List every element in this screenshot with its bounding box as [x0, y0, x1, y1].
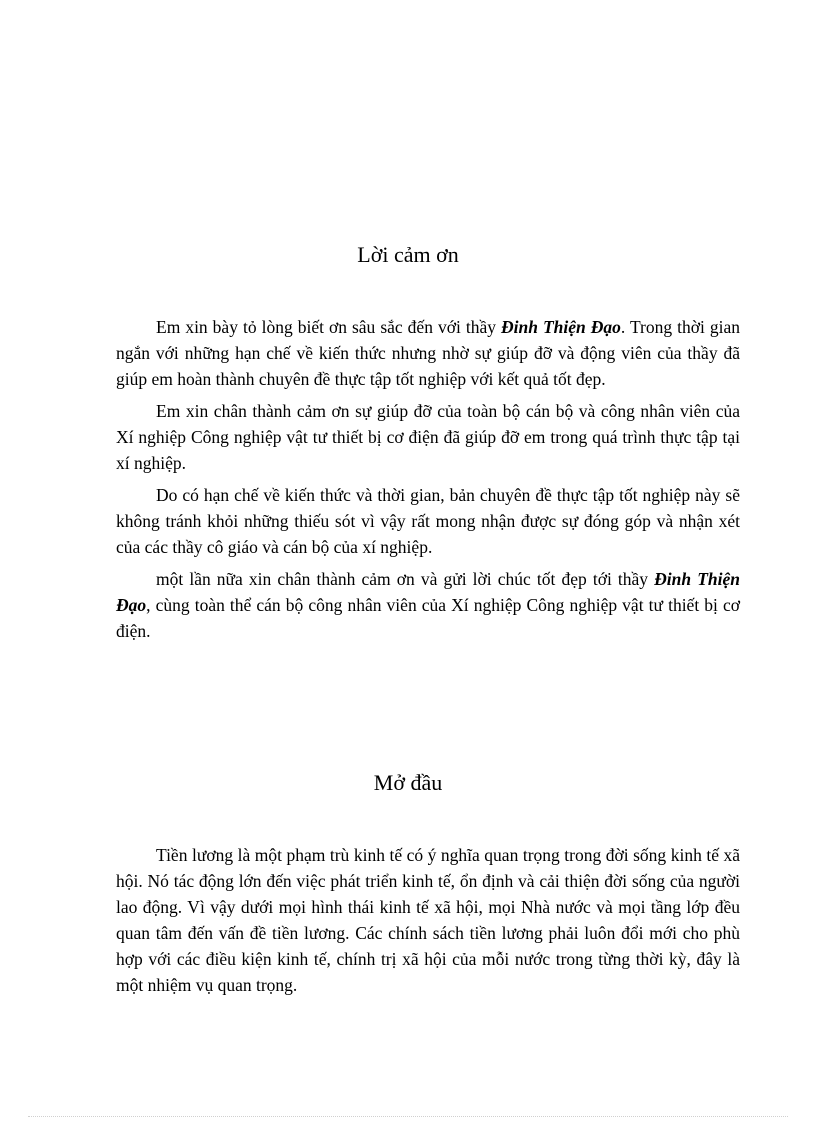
acknowledgement-paragraph-3: Do có hạn chế về kiến thức và thời gian, bản chuyên đề thực tập tốt nghiệp này sẽ không tránh khỏi những thiếu sót vì vậy rất mong nhận được sự đóng góp và nhận xét của các thầy cô giáo và cán bộ của xí nghiệp. — [116, 485, 740, 557]
paragraph-text: Em xin bày tỏ lòng biết ơn sâu sắc đến với thầy — [156, 317, 501, 337]
paragraph-text: , cùng toàn thể cán bộ công nhân viên của Xí nghiệp Công nghiệp vật tư thiết bị cơ điện. — [116, 595, 740, 641]
acknowledgement-section — [116, 314, 740, 650]
introduction-section — [116, 842, 740, 1004]
advisor-name: Đinh Thiện Đạo — [500, 317, 621, 337]
introduction-paragraph-1: Tiền lương là một phạm trù kinh tế có ý nghĩa quan trọng trong đời sống kinh tế xã hội. Nó tác động lớn đến việc phát triển kinh tế, ổn định và cải thiện đời sống của người lao động. Vì vậy dưới mọi hình thái kinh tế xã hội, mọi Nhà nước và mọi tầng lớp đều quan tâm đến vấn đề tiền lương. Các chính sách tiền lương phải luôn đổi mới cho phù hợp với các điều kiện kinh tế, chính trị xã hội của mỗi nước trong từng thời kỳ, đây là một nhiệm vụ quan trọng. — [116, 845, 740, 995]
acknowledgement-paragraph-2: Em xin chân thành cảm ơn sự giúp đỡ của toàn bộ cán bộ và công nhân viên của Xí nghiệp Công nghiệp vật tư thiết bị cơ điện đã giúp đỡ em trong quá trình thực tập tại xí nghiệp. — [116, 401, 740, 473]
acknowledgement-title: Lời cảm ơn — [357, 242, 459, 267]
acknowledgement-paragraph-4 — [116, 566, 740, 644]
paragraph-text: . Trong thời gian ngắn với những hạn chế về kiến thức nhưng nhờ sự giúp đỡ và động viên của thầy đã giúp em hoàn thành chuyên đề thực tập tốt nghiệp với kết quả tốt đẹp. — [116, 317, 740, 389]
paragraph-text: một lần nữa xin chân thành cảm ơn và gửi lời chúc tốt đẹp tới thầy — [156, 569, 655, 589]
acknowledgement-paragraph-1 — [116, 314, 740, 392]
advisor-name: Đinh Thiện Đạo — [116, 569, 741, 615]
page-footer-divider — [28, 1116, 788, 1117]
introduction-title: Mở đầu — [373, 770, 443, 795]
